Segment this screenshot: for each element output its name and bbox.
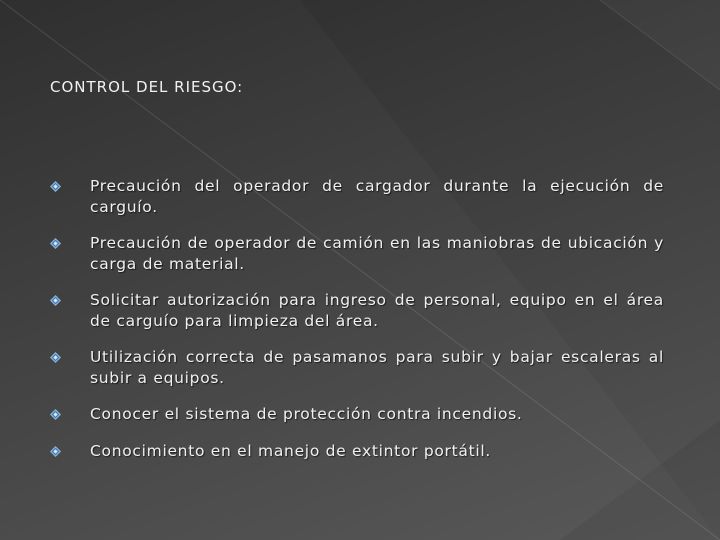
list-item [40,290,664,332]
diamond-bullet-icon [50,238,61,249]
diamond-bullet-icon [50,295,61,306]
bullet-text: Precaución del operador de cargador durante la ejecución de carguío. [90,177,664,216]
diamond-bullet-icon [50,352,61,363]
list-item [40,441,664,462]
bullet-list [40,176,664,462]
bullet-text: Precaución de operador de camión en las maniobras de ubicación y carga de material. [90,234,664,273]
bullet-text: Solicitar autorización para ingreso de personal, equipo en el área de carguío para limpieza del área. [90,291,664,330]
list-item [40,404,664,425]
bullet-text: Conocer el sistema de protección contra incendios. [90,405,523,423]
diamond-bullet-icon [50,409,61,420]
list-item [40,176,664,218]
list-item [40,347,664,389]
bullet-text: Utilización correcta de pasamanos para subir y bajar escaleras al subir a equipos. [90,348,664,387]
slide-title: CONTROL DEL RIESGO: [50,78,244,96]
diamond-bullet-icon [50,181,61,192]
list-item [40,233,664,275]
bullet-text: Conocimiento en el manejo de extintor portátil. [90,442,492,460]
diamond-bullet-icon [50,446,61,457]
